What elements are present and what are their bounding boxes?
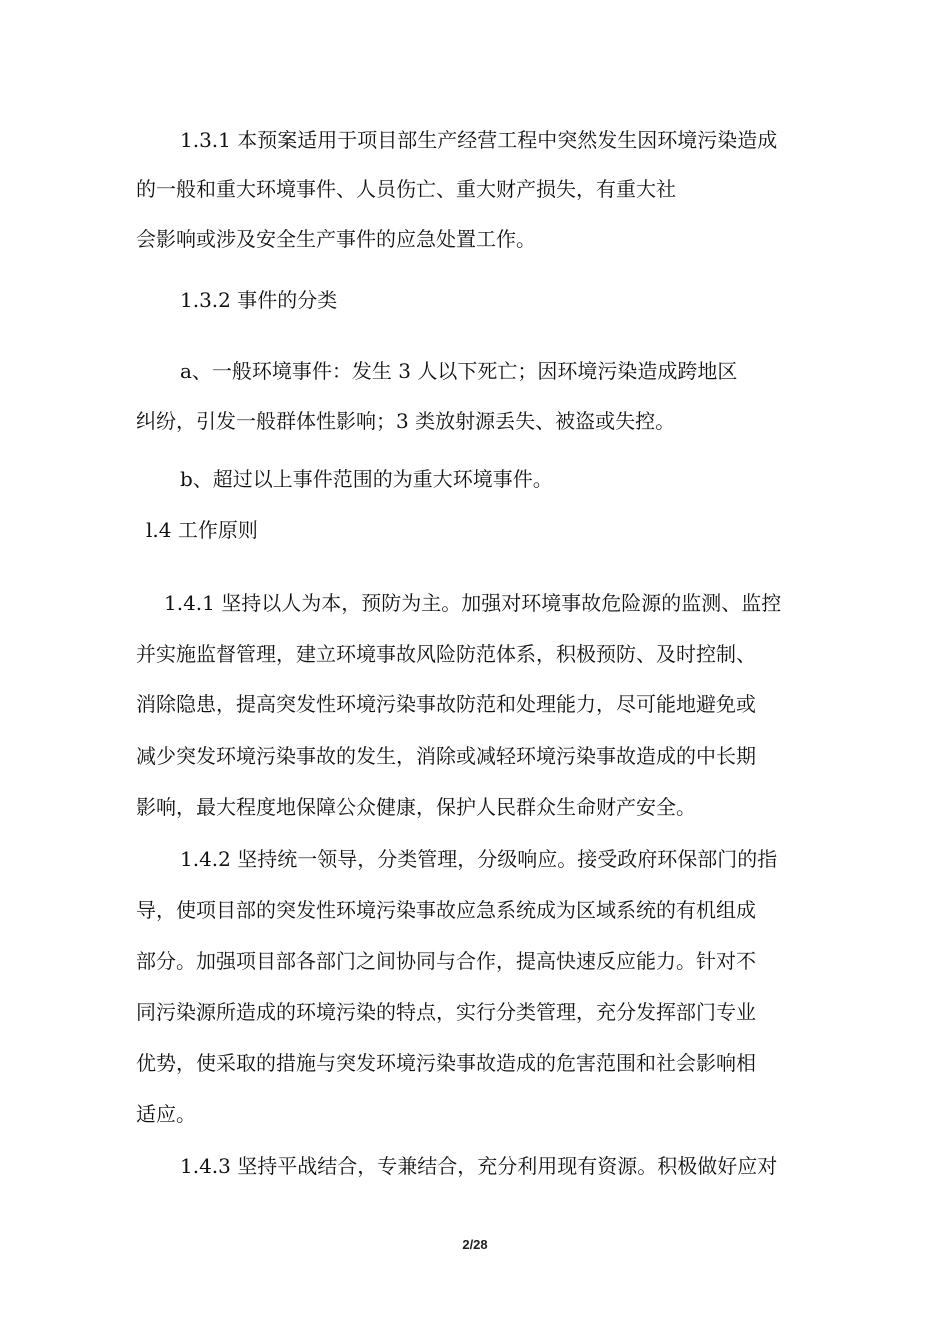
text-line-17: 同污染源所造成的环境污染的特点，实行分类管理，充分发挥部门专业: [136, 1000, 756, 1024]
section-heading-1-3-2: 1.3.2 事件的分类: [180, 288, 338, 312]
text-line-11: 消除隐患，提高突发性环境污染事故防范和处理能力，尽可能地避免或: [136, 692, 756, 716]
text-line-1: 1.3.1 本预案适用于项目部生产经营工程中突然发生因环境污染造成: [180, 128, 778, 152]
text-line-6: 纠纷，引发一般群体性影响；3 类放射源丢失、被盗或失控。: [136, 409, 676, 433]
page-number: 2/28: [462, 1237, 488, 1252]
text-line-5: a、一般环境事件：发生 3 人以下死亡；因环境污染造成跨地区: [180, 359, 738, 383]
text-line-3: 会影响或涉及安全生产事件的应急处置工作。: [136, 227, 536, 251]
text-line-10: 并实施监督管理，建立环境事故风险防范体系，积极预防、及时控制、: [136, 642, 756, 666]
text-line-20: 1.4.3 坚持平战结合，专兼结合，充分利用现有资源。积极做好应对: [180, 1154, 778, 1178]
text-line-12: 减少突发环境污染事故的发生，消除或减轻环境污染事故造成的中长期: [136, 744, 756, 768]
text-line-9: 1.4.1 坚持以人为本，预防为主。加强对环境事故危险源的监测、监控: [164, 591, 782, 615]
text-line-19: 适应。: [136, 1102, 196, 1126]
text-line-7: b、超过以上事件范围的为重大环境事件。: [180, 467, 553, 491]
text-line-2: 的一般和重大环境事件、人员伤亡、重大财产损失，有重大社: [136, 177, 676, 201]
section-heading-1-4: l.4 工作原则: [146, 518, 258, 542]
text-line-14: 1.4.2 坚持统一领导，分类管理，分级响应。接受政府环保部门的指: [180, 847, 778, 871]
text-line-18: 优势，使采取的措施与突发环境污染事故造成的危害范围和社会影响相: [136, 1051, 756, 1075]
text-line-13: 影响，最大程度地保障公众健康，保护人民群众生命财产安全。: [136, 795, 696, 819]
text-line-15: 导，使项目部的突发性环境污染事故应急系统成为区域系统的有机组成: [136, 898, 756, 922]
text-line-16: 部分。加强项目部各部门之间协同与合作，提高快速反应能力。针对不: [136, 949, 756, 973]
